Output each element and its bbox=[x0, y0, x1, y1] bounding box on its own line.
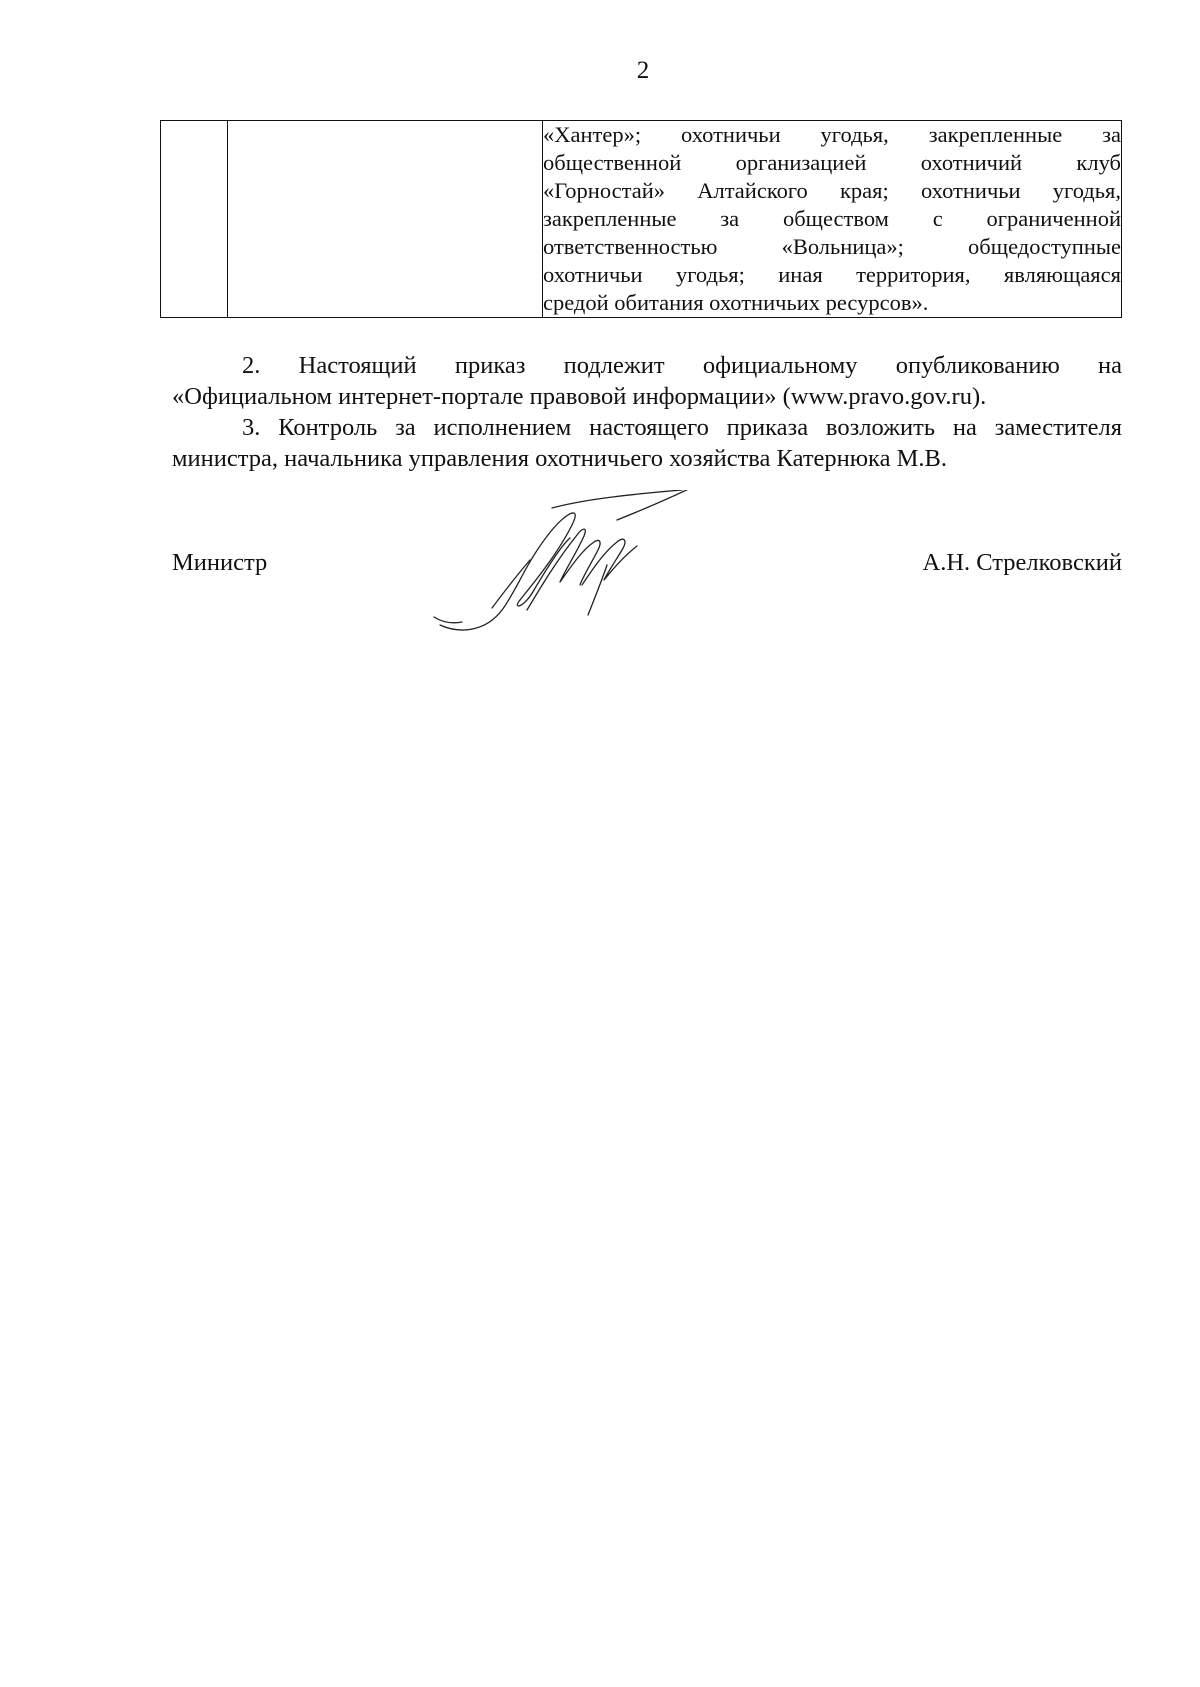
paragraph-line: 3. Контроль за исполнением настоящего приказа возложить на заместителя bbox=[242, 414, 1122, 441]
handwritten-signature bbox=[432, 490, 732, 670]
table-cell-name bbox=[228, 121, 543, 318]
description-line: «Горностай» Алтайского края; охотничьи угодья, bbox=[543, 178, 1121, 203]
paragraph-control bbox=[172, 412, 1122, 474]
page-number: 2 bbox=[636, 57, 650, 84]
signatory-name: А.Н. Стрелковский bbox=[922, 549, 1122, 576]
description-line: ответственностью «Вольница»; общедоступные bbox=[543, 234, 1121, 259]
table-cell-number bbox=[161, 121, 228, 318]
continuation-table bbox=[160, 120, 1122, 318]
description-line: средой обитания охотничьих ресурсов». bbox=[543, 290, 929, 315]
paragraph-publication bbox=[172, 350, 1122, 412]
description-line: охотничьи угодья; иная территория, являющаяся bbox=[543, 262, 1121, 287]
paragraph-line: «Официальном интернет-портале правовой информации» (www.pravo.gov.ru). bbox=[172, 383, 987, 410]
description-line: «Хантер»; охотничьи угодья, закрепленные за bbox=[543, 122, 1121, 147]
paragraph-line: 2. Настоящий приказ подлежит официальному опубликованию на bbox=[242, 352, 1122, 379]
description-line: общественной организацией охотничий клуб bbox=[543, 150, 1121, 175]
table-row bbox=[161, 121, 1122, 318]
description-line: закрепленные за обществом с ограниченной bbox=[543, 206, 1121, 231]
signatory-title: Министр bbox=[172, 549, 268, 576]
table-cell-description bbox=[543, 121, 1122, 318]
paragraph-line: министра, начальника управления охотничьего хозяйства Катернюка М.В. bbox=[172, 445, 947, 472]
